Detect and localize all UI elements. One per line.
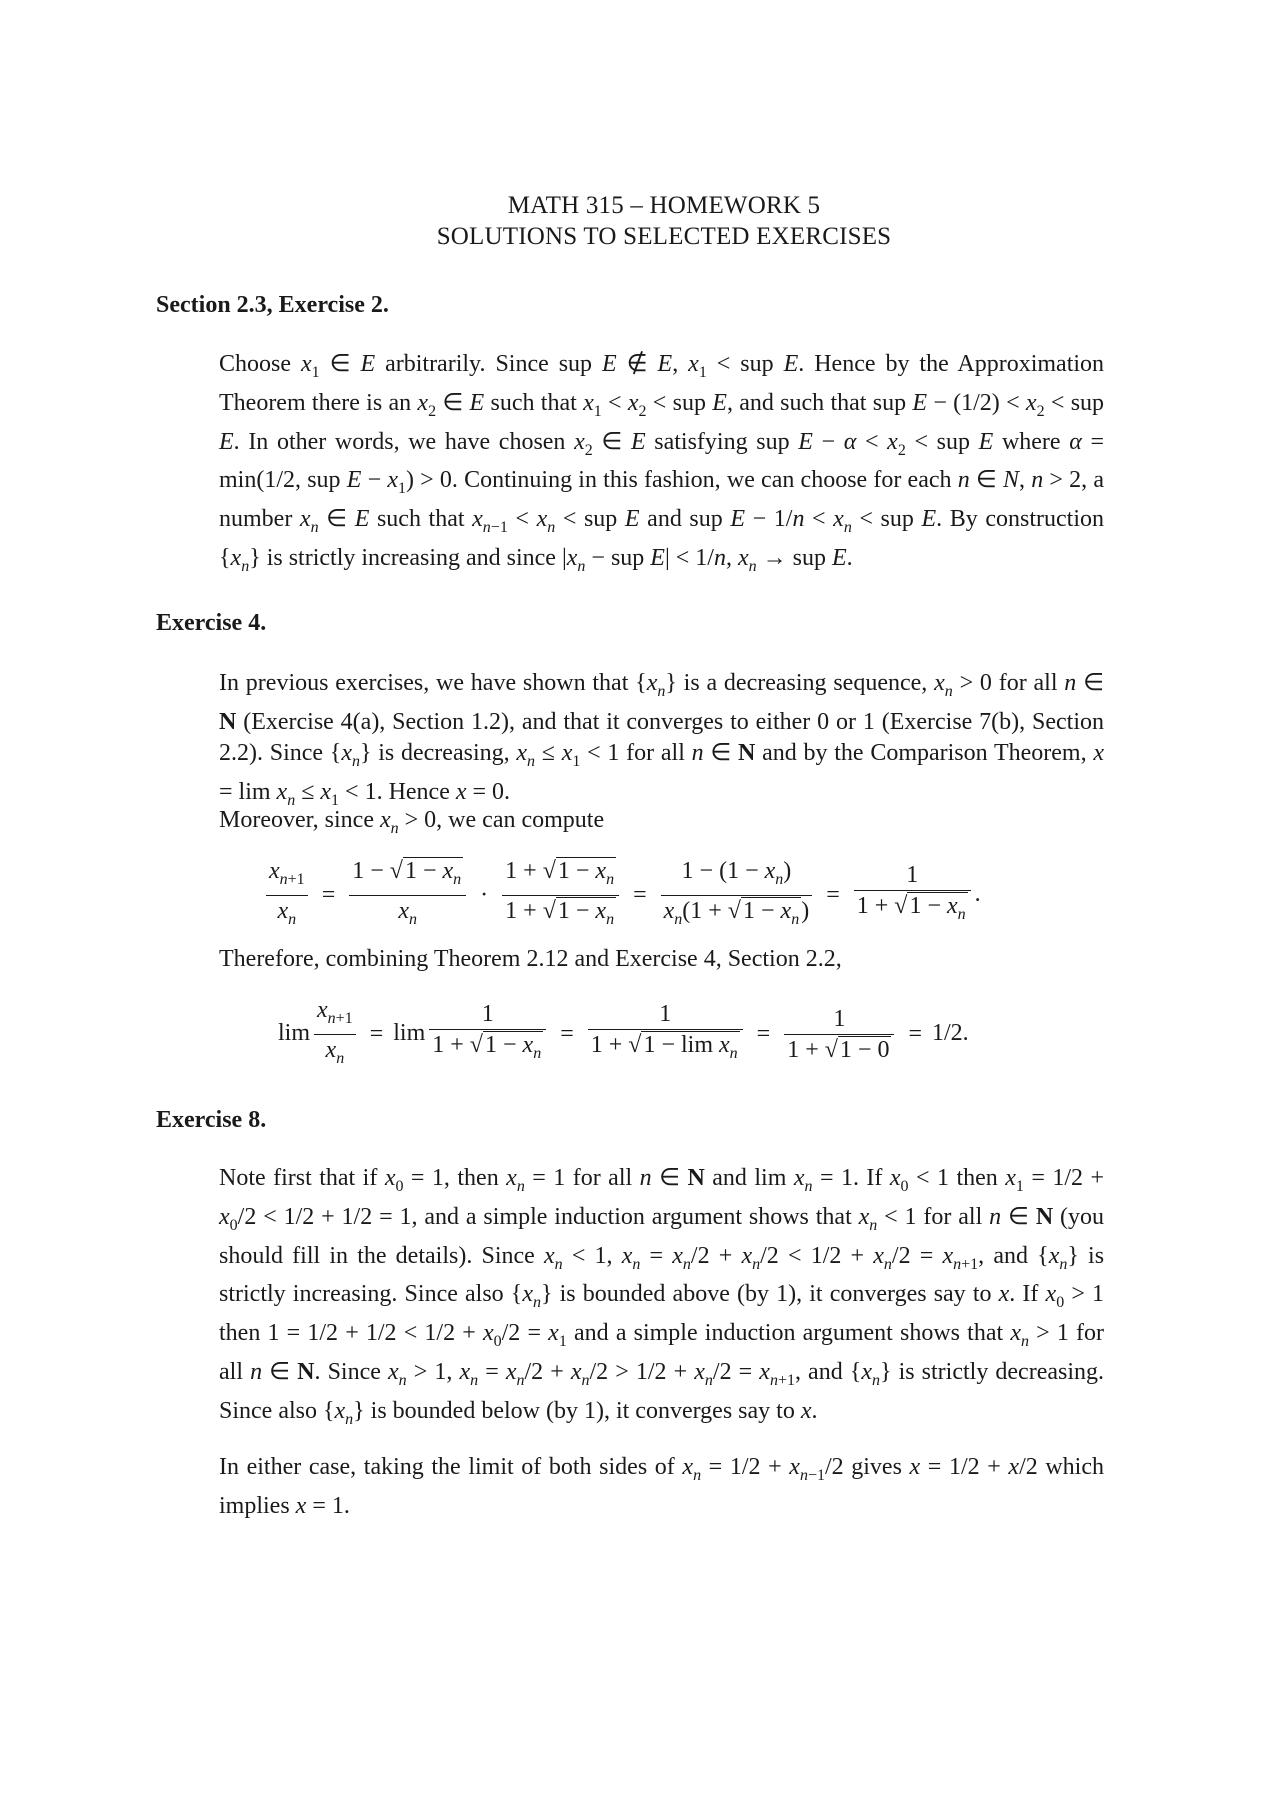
limit-equation: lim $\frac{x_{n+1}}{x_n}$ = lim $\frac{1}{1 + √1 - x_n}$ = $\frac{1}{1 + √1 - \lim x_n}$ = $\frac{1}{1 + √1 - 0}$ = 1/2. [278, 997, 969, 1067]
moreover-text: Moreover, since [219, 807, 374, 833]
exercise-2-solution: Choose $x_1$ ∈ E arbitrarily. Since sup E ∉ E, $x_1$ < sup E. Hence by the Approximation Theorem there is an $x_2$ ∈ E such that $x_1 < x_2$ < sup E, and such that sup $E - (1/2) < x_2$ < sup E. In other words, we have chosen $x_2$ ∈ E satisfying sup $E - \alpha < x_2$ < sup E where α = min(1/2, sup $E - x_1) > 0$. Continuing in this fashion, we can choose for each n ∈ N, n > 2, a number $x_n$ ∈ E such that $x_{n-1} < x_n$ < sup E and sup $E - 1/n < x_n$ < sup E. By construction $\{x_n\}$ is strictly increasing and since $|x_n$ − sup E| < 1/n, $x_n$ → sup E. [219, 351, 1105, 575]
exercise-8-solution: Note first that if $x_0 = 1$, then $x_n = 1$ for all n ∈ N and $\lim x_n = 1$. If $x_0 < 1$ then $x_1 = 1/2 + x_0/2 < 1/2 + 1/2 = 1$, and a simple induction argument shows that $x_n < 1$ for all n ∈ N (you should fill in the details). Since $x_n < 1$, $x_n = x_n/2 + x_n/2 < 1/2 + x_n/2 = x_{n+1}$, and $\{x_n\}$ is strictly increasing. Since also $\{x_n\}$ is bounded above (by 1), it converges say to x. If $x_0 > 1$ then $1 = 1/2 + 1/2 < 1/2 + x_0/2 = x_1$ and a simple induction argument shows that $x_n > 1$ for all n ∈ N. Since $x_n > 1$, $x_n = x_n/2 + x_n/2 > 1/2 + x_n/2 = x_{n+1}$, and $\{x_n\}$ is strictly decreasing. Since also $\{x_n\}$ is bounded below (by 1), it converges say to x. [219, 1165, 1105, 1428]
title-line-2: SOLUTIONS TO SELECTED EXERCISES [436, 223, 892, 250]
section-heading-ex8: Exercise 8. [156, 1107, 267, 1133]
ratio-equation: $\frac{x_{n+1}}{x_n}$ = $\frac{1 - √1 - x_n}{x_n}$ · $\frac{1 + √1 - x_n}{1 + √1 - x_n}$ = $\frac{1 - (1 - x_n)}{x_n(1 + √1 - x_n)}$ = $\frac{1}{1 + √1 - x_n}$ . [262, 856, 981, 935]
exercise-4-solution-part-1: In previous exercises, we have shown that $\{x_n\}$ is a decreasing sequence, $x_n > 0$ for all n ∈ N (Exercise 4(a), Section 1.2), and that it converges to either 0 or 1 (Exercise 7(b), Section 2.2). Since $\{x_n\}$ is decreasing, $x_n \le x_1 < 1$ for all n ∈ N and by the Comparison Theorem, $x = \lim x_n \le x_1 < 1$. Hence x = 0. [219, 670, 1105, 809]
exercise-4-solution-part-2: Moreover, since $x_n > 0$, we can compute [219, 807, 605, 837]
exercise-4-solution-part-3: Therefore, combining Theorem 2.12 and Exercise 4, Section 2.2, [219, 946, 842, 972]
document-title [0, 190, 1280, 252]
section-heading-2-3-ex2: Section 2.3, Exercise 2. [156, 292, 389, 318]
exercise-8-conclusion: In either case, taking the limit of both sides of $x_n = 1/2 + x_{n-1}/2$ gives x = 1/2 + x/2 which implies x = 1. [219, 1454, 1104, 1519]
section-heading-ex4: Exercise 4. [156, 610, 267, 636]
title-line-1: MATH 315 – HOMEWORK 5 [507, 192, 821, 219]
